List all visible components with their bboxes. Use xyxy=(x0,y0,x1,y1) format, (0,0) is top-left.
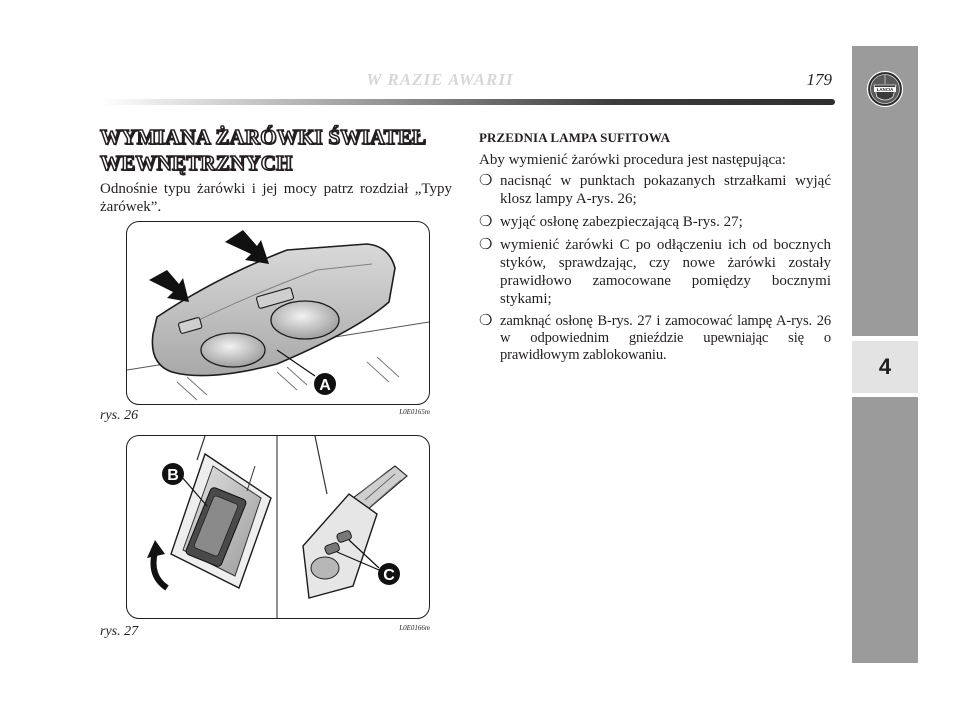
step-text: wyjąć osłonę zabezpieczającą B-rys. 27; xyxy=(500,214,743,230)
subheading: PRZEDNIA LAMPA SUFITOWA xyxy=(479,130,671,145)
dome-lamp-illustration xyxy=(127,222,429,404)
steps-list xyxy=(479,172,831,369)
lead-paragraph: Aby wymienić żarówki procedura jest następująca: xyxy=(479,152,786,168)
figure-26-caption: rys. 26 xyxy=(100,408,139,423)
header-rule xyxy=(100,99,835,105)
list-item xyxy=(479,213,831,231)
figure-27-code: L0E0166m xyxy=(399,624,430,632)
section-title xyxy=(100,124,460,176)
intro-paragraph: Odnośnie typu żarówki i jej mocy patrz rozdział „Typy żarówek”. xyxy=(100,181,452,215)
section-title-line1: WYMIANA ŻARÓWKI ŚWIATEŁ xyxy=(100,125,427,149)
lancia-logo-icon xyxy=(866,70,904,108)
section-title-line2: WEWNĘTRZNYCH xyxy=(100,151,293,175)
list-item xyxy=(479,236,831,308)
step-text: wymienić żarówki C po odłączeniu ich od bocznych styków, sprawdzając, czy nowe żarówki zostały prawidłowo zamocowane pomiędzy bocznymi stykami; xyxy=(500,237,831,307)
chapter-tab: 4 xyxy=(852,341,918,393)
bullet-circle-icon: ❍ xyxy=(479,237,493,253)
label-a: A xyxy=(319,377,331,394)
rotate-arrow-icon xyxy=(147,540,165,558)
step-text: zamknąć osłonę B-rys. 27 i zamocować lampę A-rys. 26 w odpowiednim gnieździe upewniając się o prawidłowym zablokowaniu. xyxy=(500,313,831,363)
label-c: C xyxy=(383,567,395,584)
press-arrow-left-icon xyxy=(149,270,189,302)
page-number: 179 xyxy=(806,70,832,89)
figure-26 xyxy=(126,221,430,405)
running-head: W RAZIE AWARII xyxy=(366,70,514,89)
bullet-circle-icon: ❍ xyxy=(479,214,493,230)
bullet-circle-icon: ❍ xyxy=(479,173,493,189)
figure-27-caption: rys. 27 xyxy=(100,624,139,639)
lancia-logo-text: LANCIA xyxy=(876,87,894,93)
label-b: B xyxy=(167,467,179,484)
bullet-circle-icon: ❍ xyxy=(479,313,493,329)
figure-27 xyxy=(126,435,430,619)
step-text: nacisnąć w punktach pokazanych strzałkami wyjąć klosz lampy A-rys. 26; xyxy=(500,173,831,207)
list-item xyxy=(479,313,831,364)
figure-26-code: L0E0165m xyxy=(399,408,430,416)
press-arrow-top-icon xyxy=(225,230,269,264)
lamp-disassembly-illustration xyxy=(127,436,429,618)
list-item xyxy=(479,172,831,208)
side-tab-bottom xyxy=(852,397,918,663)
